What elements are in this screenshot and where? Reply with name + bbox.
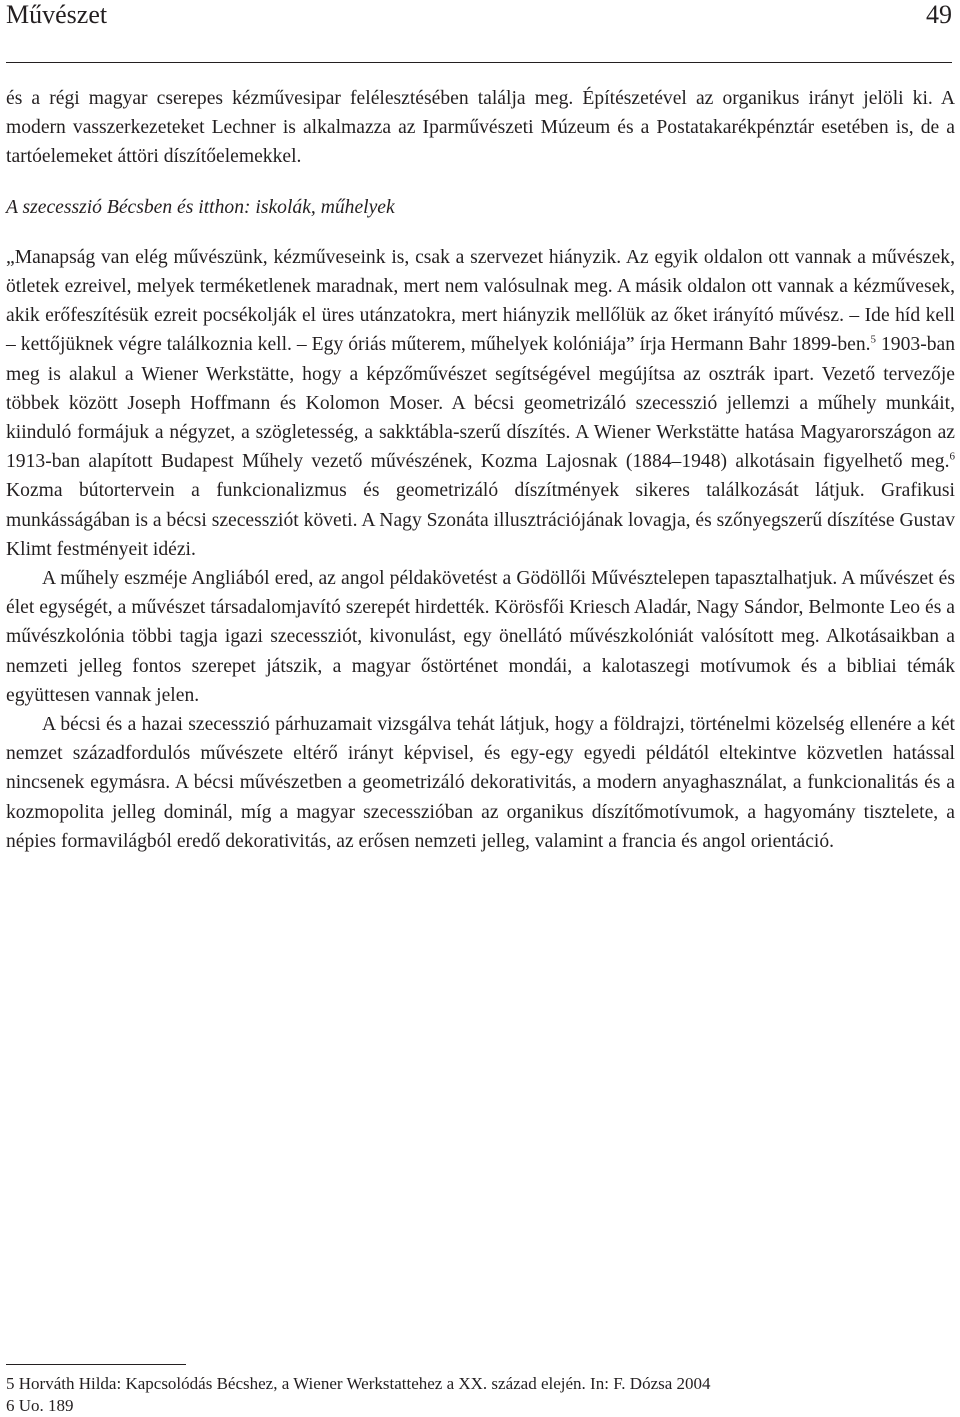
page-number: 49 [926, 0, 952, 29]
footnote-6: 6 Uo. 189 [6, 1396, 74, 1415]
paragraph-2 [6, 243, 955, 564]
paragraph-2-part-b: 1903-ban meg is alakul a Wiener Werkstätte, hogy a képzőművészet segítségével megújítsa az osztrák ipart. Vezető tervezője többek között Joseph Hoffmann és Kolomon Moser. A bécsi geometrizáló szecesszió jellemzi a műhely munkáit, kiinduló formájuk a négyzet, a szögletesség, a sakktábla-szerű díszítés. A Wiener Werkstätte hatása Magyarországon az 1913-ban alapított Budapest Műhely vezető művészének, Kozma Lajosnak (1884–1948) alkotásain figyelhető meg. [6, 334, 956, 473]
header-rule [6, 62, 952, 63]
footnote-5: 5 Horváth Hilda: Kapcsolódás Bécshez, a Wiener Werkstattehez a XX. század elején. In: F. Dózsa 2004 [6, 1374, 711, 1393]
footnote-rule [6, 1364, 186, 1365]
page-header [6, 0, 952, 36]
footnotes [6, 1373, 711, 1417]
paragraph-1: és a régi magyar cserepes kézművesipar felélesztésében találja meg. Építészetével az organikus irányt jelöli ki. A modern vasszerkezeteket Lechner is alkalmazza az Iparművészeti Múzeum és a Postatakarékpénztár esetében is, de a tartóelemeket áttöri díszítőelemekkel. [6, 88, 955, 168]
footnote-ref-5[interactable]: 5 [870, 333, 877, 346]
paragraph-2-part-c: Kozma bútortervein a funkcionalizmus és geometrizáló díszítmények sikeres találkozását látjuk. Grafikusi munkásságában is a bécsi szecessziót követi. A Nagy Szonáta illusztrációjának lovagja, és szőnyegszerű díszítése Gustav Klimt festményeit idézi. [6, 480, 955, 560]
main-text [6, 84, 955, 856]
footnote-ref-6[interactable]: 6 [949, 450, 955, 463]
paragraph-2-part-a: „Manapság van elég művészünk, kézműveseink is, csak a szervezet hiányzik. Az egyik oldalon ott vannak a művészek, ötletek ezreivel, melyek terméketlenek maradnak, mert nem valósulnak meg. A másik oldalon ott vannak a kézművesek, akik erőfeszítésük ezreit pocsékolják el üres utánzatokra, mert hiányzik mellőlük az őket irányító művész. – Ide híd kell – kettőjüknek végre találkoznia kell. – Egy óriás műterem, műhelyek kolóniája” írja Hermann Bahr 1899-ben. [6, 246, 955, 356]
paragraph-4: A bécsi és a hazai szecesszió párhuzamait vizsgálva tehát látjuk, hogy a földrajzi, történelmi közelség ellenére a két nemzet századfordulós művészete eltérő irányt képvisel, és egy-egy egyedi példától eltekintve közvetlen hatással nincsenek egymásra. A bécsi művészetben a geometrizáló dekorativitás, a modern anyaghasználat, a funkcionalitás és a kozmopolita jelleg dominál, míg a magyar szecesszióban az organikus díszítőmotívumok, a hagyomány tisztelete, a népies formavilágból eredő dekorativitás, az erősen nemzeti jelleg, valamint a francia és angol orientáció. [6, 714, 955, 852]
section-heading: A szecesszió Bécsben és itthon: iskolák, műhelyek [6, 196, 395, 218]
paragraph-3: A műhely eszméje Angliából ered, az angol példakövetést a Gödöllői Művésztelepen tapasztalhatjuk. A művészet és élet egységét, a művészet társadalomjavító szerepét hirdették. Körösfői Kriesch Aladár, Nagy Sándor, Belmonte Leo és a művészkolónia többi tagja igazi szecessziót, kivonulást, egy önellátó művészkolóniát valósított meg. Alkotásaikban a nemzeti jelleg fontos szerepet játszik, a magyar őstörténet mondái, a kalotaszegi motívumok és a bibliai témák együttesen vannak jelen. [6, 568, 955, 706]
running-title: Művészet [6, 0, 108, 29]
